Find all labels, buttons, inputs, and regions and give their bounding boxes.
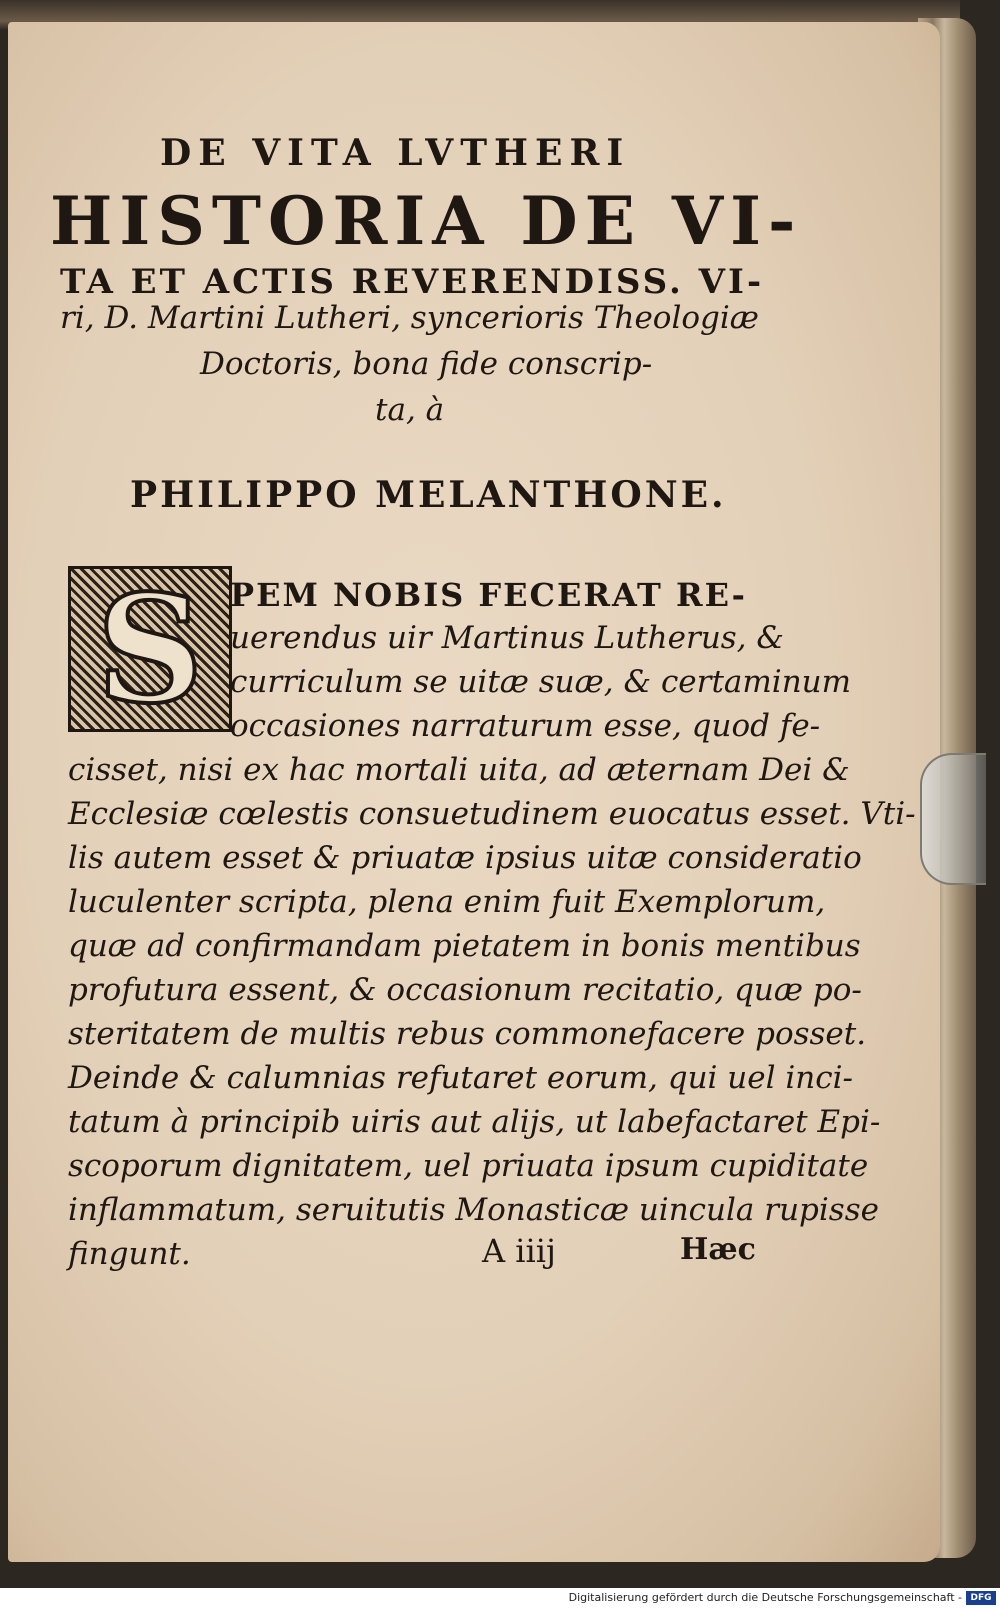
digitization-footer xyxy=(0,1588,1000,1609)
author-line: PHILIPPO MELANTHONE. xyxy=(130,474,727,516)
body-line: Deinde & calumnias refutaret eorum, qui uel inci- xyxy=(68,1060,854,1096)
title-line-3: ri, D. Martini Lutheri, syncerioris Theologiæ xyxy=(60,300,759,336)
body-line: occasiones narraturum esse, quod fe- xyxy=(230,708,821,744)
decorated-initial xyxy=(68,562,232,736)
title-line-1: HISTORIA DE VI- xyxy=(50,182,803,260)
body-line: scoporum dignitatem, uel priuata ipsum cupiditate xyxy=(68,1148,869,1184)
body-line: curriculum se uitæ suæ, & certaminum xyxy=(230,664,852,700)
page-clip xyxy=(920,753,986,885)
body-line: PEM NOBIS FECERAT RE- xyxy=(230,576,747,614)
running-head: DE VITA LVTHERI xyxy=(160,132,631,174)
body-line: uerendus uir Martinus Lutherus, & xyxy=(230,620,784,656)
body-line: steritatem de multis rebus commonefacere posset. xyxy=(68,1016,867,1052)
body-line: luculenter scripta, plena enim fuit Exemplorum, xyxy=(68,884,826,920)
title-line-4: Doctoris, bona fide conscrip- xyxy=(200,346,653,382)
title-line-5: ta, à xyxy=(375,392,445,428)
footer-credit: Digitalisierung gefördert durch die Deutsche Forschungsgemeinschaft - xyxy=(568,1591,962,1604)
dfg-logo: DFG xyxy=(966,1591,996,1605)
initial-letter: S xyxy=(96,562,204,736)
signature-mark: A iiij xyxy=(482,1232,556,1270)
body-line: profutura essent, & occasionum recitatio, quæ po- xyxy=(68,972,862,1008)
body-line: quæ ad confirmandam pietatem in bonis mentibus xyxy=(68,928,861,964)
catchword: Hæc xyxy=(680,1232,756,1267)
body-line: cisset, nisi ex hac mortali uita, ad æternam Dei & xyxy=(68,752,850,788)
body-line: fingunt. xyxy=(68,1236,191,1272)
body-line: tatum à principib uiris aut alijs, ut labefactaret Epi- xyxy=(68,1104,881,1140)
body-line: lis autem esset & priuatæ ipsius uitæ consideratio xyxy=(68,840,862,876)
body-line: Ecclesiæ cœlestis consuetudinem euocatus esset. Vti- xyxy=(68,796,916,832)
body-line: inflammatum, seruitutis Monasticæ uincula rupisse xyxy=(68,1192,879,1228)
title-line-2: TA ET ACTIS REVERENDISS. VI- xyxy=(60,262,765,302)
